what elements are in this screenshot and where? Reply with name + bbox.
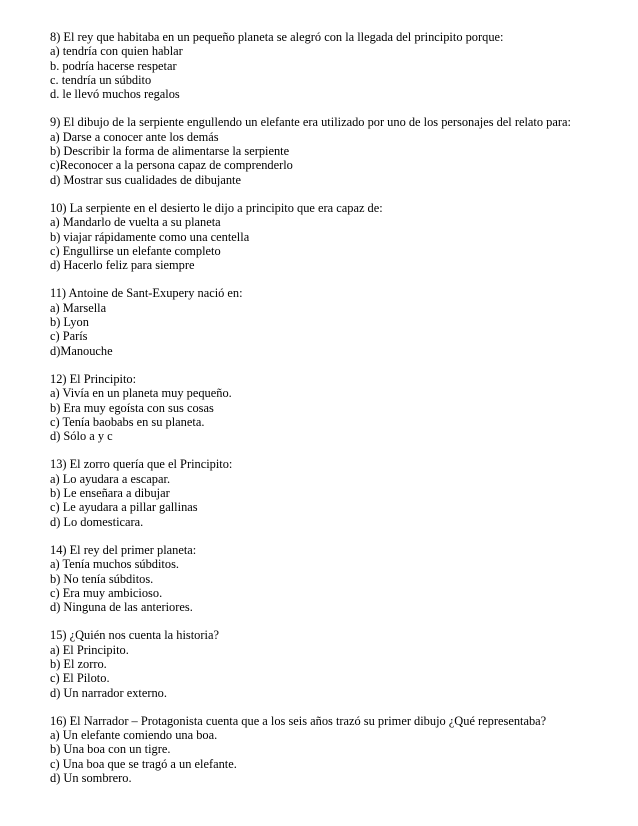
question-text: 8) El rey que habitaba en un pequeño planeta se alegró con la llegada del principito porque: [50,30,504,44]
answer-option: c) El Piloto. [50,671,110,686]
question-block [50,714,630,785]
answer-option: b) viajar rápidamente como una centella [50,229,250,244]
answer-option: c) Una boa que se tragó a un elefante. [50,756,237,771]
answer-option: d) Lo domesticara. [50,514,144,529]
answer-option: c) Era muy ambicioso. [50,585,163,600]
answer-option: c)Reconocer a la persona capaz de comprenderlo [50,158,293,173]
question-block [50,543,630,614]
answer-option: b) No tenía súbditos. [50,571,154,586]
answer-option: d) Un sombrero. [50,771,132,786]
answer-option: a) Tenía muchos súbditos. [50,557,179,572]
answer-option: c) Engullirse un elefante completo [50,243,221,258]
answer-option: b) Era muy egoísta con sus cosas [50,400,214,415]
answer-option: c) Le ayudara a pillar gallinas [50,500,198,515]
answer-option: d) Mostrar sus cualidades de dibujante [50,172,241,187]
question-block [50,115,630,186]
question-text: 12) El Principito: [50,371,137,386]
question-text: 9) El dibujo de la serpiente engullendo un elefante era utilizado por uno de los personajes del relato para: [50,115,571,130]
answer-option: b. podría hacerse respetar [50,58,177,73]
answer-option: d) Sólo a y c [50,429,113,444]
answer-option: b) Le enseñara a dibujar [50,486,170,501]
question-block [50,372,630,443]
answer-option: a) Lo ayudara a escapar. [50,471,171,486]
answer-option: d) Ninguna de las anteriores. [50,600,193,615]
answer-option: a) Mandarlo de vuelta a su planeta [50,215,221,230]
answer-option: d) Un narrador externo. [50,685,167,700]
question-text: 16) El Narrador – Protagonista cuenta que a los seis años trazó su primer dibujo ¿Qué representaba? [50,713,547,728]
answer-option: a) Un elefante comiendo una boa. [50,728,218,743]
question-block [50,30,630,101]
question-block [50,201,630,272]
question-block [50,286,630,357]
question-text: 10) La serpiente en el desierto le dijo a principito que era capaz de: [50,200,383,215]
question-text: 14) El rey del primer planeta: [50,542,197,557]
answer-option: a) tendría con quien hablar [50,44,183,59]
question-block [50,457,630,528]
question-block [50,628,630,699]
quiz-page [50,30,630,799]
question-text: 15) ¿Quién nos cuenta la historia? [50,628,219,643]
answer-option: d. le llevó muchos regalos [50,87,180,102]
question-text: 13) El zorro quería que el Principito: [50,457,233,472]
answer-option: b) Lyon [50,315,89,330]
answer-option: c) Tenía baobabs en su planeta. [50,414,205,429]
answer-option: a) Darse a conocer ante los demás [50,129,219,144]
answer-option: d) Hacerlo feliz para siempre [50,258,195,273]
answer-option: b) Describir la forma de alimentarse la serpiente [50,144,290,159]
answer-option: c. tendría un súbdito [50,72,152,87]
answer-option: a) Vivía en un planeta muy pequeño. [50,386,232,401]
answer-option: b) El zorro. [50,656,107,671]
question-text: 11) Antoine de Sant-Exupery nació en: [50,286,243,301]
answer-option: a) Marsella [50,300,107,315]
answer-option: a) El Principito. [50,642,129,657]
answer-option: c) París [50,329,88,344]
answer-option: b) Una boa con un tigre. [50,742,171,757]
answer-option: d)Manouche [50,343,113,358]
